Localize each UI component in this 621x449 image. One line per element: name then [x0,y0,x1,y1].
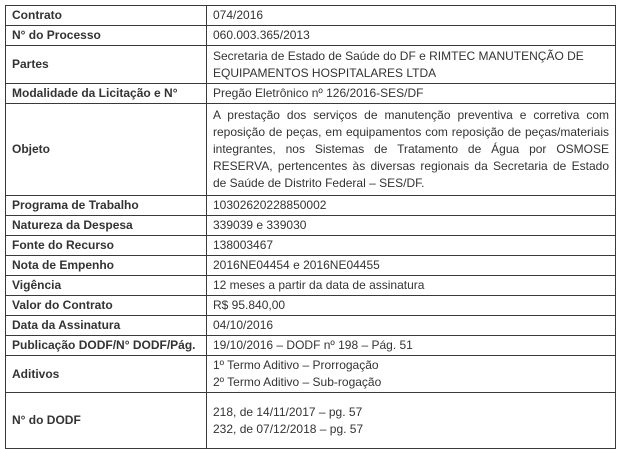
row-label-empenho: Nota de Empenho [6,256,207,276]
table-row [6,256,616,276]
contract-info-table [5,5,616,449]
table-row [6,276,616,296]
row-label-modalidade: Modalidade da Licitação e N° [6,84,207,104]
row-label-programa: Programa de Trabalho [6,196,207,216]
table-row [6,216,616,236]
table-row [6,6,616,26]
table-row [6,356,616,393]
row-label-vigencia: Vigência [6,276,207,296]
table-row [6,196,616,216]
table-row [6,26,616,46]
row-label-fonte: Fonte do Recurso [6,236,207,256]
row-value-objeto: A prestação dos serviços de manutenção preventiva e corretiva com reposição de peças, em equipamentos com reposição de peças/materiais integrantes, nos Sistemas de Tratamento de Água por OSMOSE RESERVA, pertencentes às diversas regionais da Secretaria de Estado de Saúde de Distrito Federal – SES/DF. [207,104,616,196]
row-value-partes: Secretaria de Estado de Saúde do DF e RIMTEC MANUTENÇÃO DE EQUIPAMENTOS HOSPITALARES LTDA [207,46,616,84]
row-label-publicacao: Publicação DODF/N° DODF/Pág. [6,336,207,356]
row-value-fonte: 138003467 [207,236,616,256]
row-label-contrato: Contrato [6,6,207,26]
table-row [6,393,616,449]
dodf-line: 232, de 07/12/2018 – pg. 57 [213,421,364,436]
row-label-aditivos: Aditivos [6,356,207,393]
row-value-programa: 10302620228850002 [207,196,616,216]
row-value-modalidade: Pregão Eletrônico nº 126/2016-SES/DF [207,84,616,104]
table-row [6,336,616,356]
aditivo-line: 1º Termo Aditivo – Prorrogação [213,358,379,372]
row-value-vigencia: 12 meses a partir da data de assinatura [207,276,616,296]
row-value-dodf [207,393,616,449]
table-row [6,46,616,84]
table-row [6,296,616,316]
row-value-valor: R$ 95.840,00 [207,296,616,316]
row-value-publicacao: 19/10/2016 – DODF nº 198 – Pág. 51 [207,336,616,356]
row-value-empenho: 2016NE04454 e 2016NE04455 [207,256,616,276]
row-label-assinatura: Data da Assinatura [6,316,207,336]
row-value-processo: 060.003.365/2013 [207,26,616,46]
row-label-dodf: N° do DODF [6,393,207,449]
aditivo-line: 2º Termo Aditivo – Sub-rogação [213,375,382,389]
table-row [6,236,616,256]
row-label-objeto: Objeto [6,104,207,196]
table-row [6,84,616,104]
row-value-contrato: 074/2016 [207,6,616,26]
row-label-processo: N° do Processo [6,26,207,46]
row-value-natureza: 339039 e 339030 [207,216,616,236]
table-row [6,316,616,336]
dodf-line: 218, de 14/11/2017 – pg. 57 [213,404,363,419]
row-value-aditivos [207,356,616,393]
table-row [6,104,616,196]
row-label-natureza: Natureza da Despesa [6,216,207,236]
row-value-assinatura: 04/10/2016 [207,316,616,336]
row-label-partes: Partes [6,46,207,84]
row-label-valor: Valor do Contrato [6,296,207,316]
